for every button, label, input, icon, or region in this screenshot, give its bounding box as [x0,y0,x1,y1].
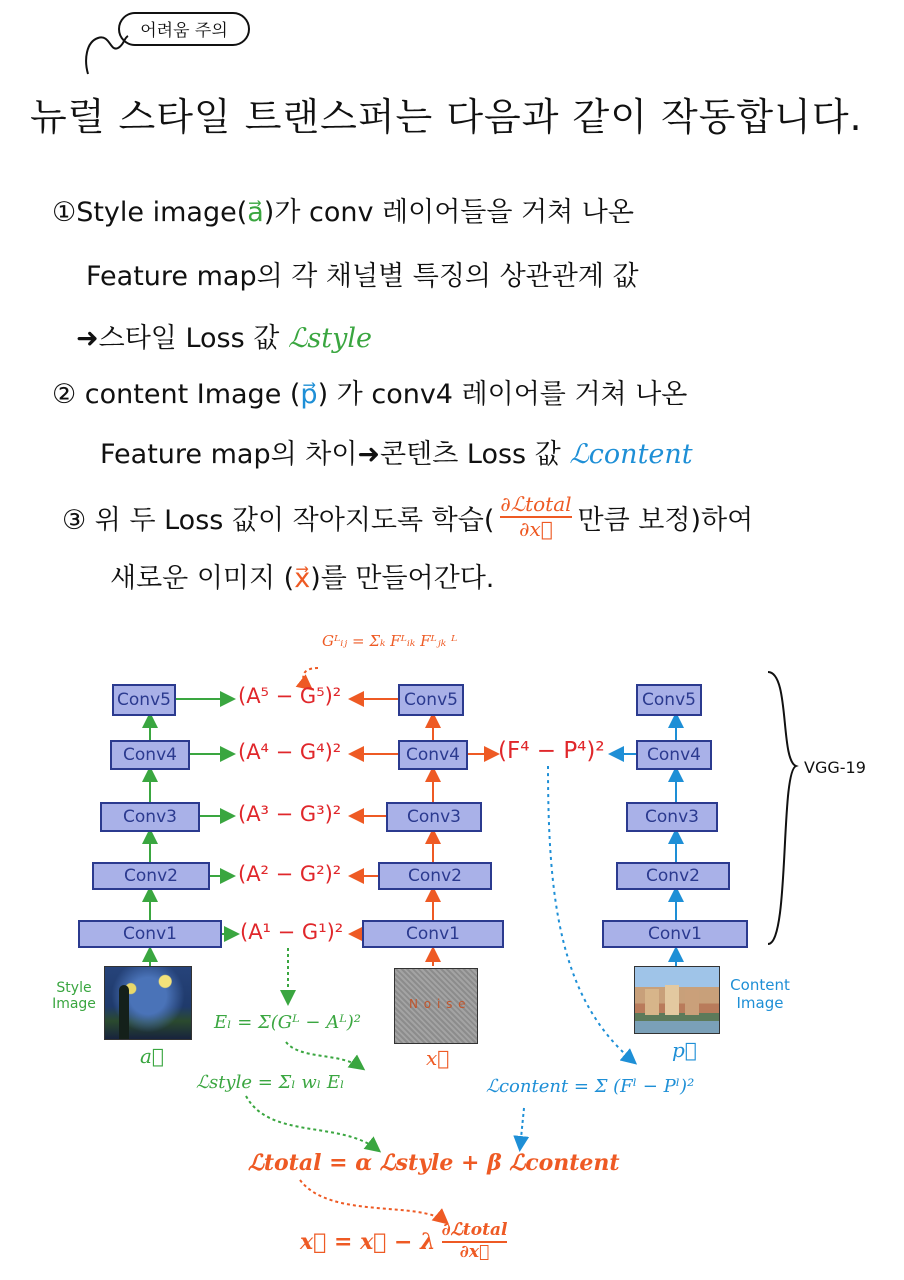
layer-error-formula: Eₗ = Σ(Gᴸ − Aᴸ)² [214,1012,361,1033]
style-loss-symbol: ℒstyle [287,323,372,354]
content-diff: (F⁴ − P⁴)² [498,738,605,764]
style-conv1-box: Conv1 [78,920,222,948]
generated-vector-label: x⃗ [426,1046,450,1070]
step2-line1: ② content Image (p⃗) 가 conv4 레이어를 거쳐 나온 [52,379,688,410]
generated-noise-image: N o i s e [394,968,478,1044]
content-conv4-box: Conv4 [636,740,712,770]
step1-line3: ➜스타일 Loss 값 ℒstyle [76,323,372,354]
content-loss-formula: ℒcontent = Σ (Fˡ − Pˡ)² [486,1076,695,1097]
content-loss-symbol: ℒcontent [569,439,693,470]
step2-line2: Feature map의 차이➜콘텐츠 Loss 값 ℒcontent [100,439,693,470]
total-loss-formula: ℒtotal = α ℒstyle + β ℒcontent [248,1150,620,1176]
generated-conv1-box: Conv1 [362,920,504,948]
content-vector-label: p⃗ [672,1038,697,1062]
step3-line2: 새로운 이미지 (x⃗)를 만들어간다. [110,563,495,594]
content-conv1-box: Conv1 [602,920,748,948]
content-image [634,966,720,1034]
style-conv5-box: Conv5 [112,684,176,716]
vgg-label: VGG-19 [804,758,866,777]
gram-matrix-formula: Gᴸᵢⱼ = Σₖ Fᴸᵢₖ Fᴸⱼₖ ᴸ [322,632,458,650]
diff-layer2: (A² − G²)² [238,862,342,886]
diff-layer1: (A¹ − G¹)² [240,920,344,944]
style-conv2-box: Conv2 [92,862,210,890]
update-rule: x⃗ = x⃗ − λ $\frac{\text{∂ℒtotal}}{\partial x⃗}$ [300,1220,508,1262]
diff-layer5: (A⁵ − G⁵)² [238,684,342,708]
warning-badge: 어려움 주의 [118,12,250,46]
content-conv5-box: Conv5 [636,684,702,716]
generated-image-vector: x⃗ [294,563,311,594]
diff-layer4: (A⁴ − G⁴)² [238,740,342,764]
generated-conv2-box: Conv2 [378,862,492,890]
vgg-brace [768,672,796,944]
style-conv3-box: Conv3 [100,802,200,832]
content-conv3-box: Conv3 [626,802,718,832]
style-loss-formula: ℒstyle = Σₗ wₗ Eₗ [196,1072,345,1093]
style-conv4-box: Conv4 [110,740,190,770]
style-image-vector: a⃗ [247,197,264,228]
generated-conv5-box: Conv5 [398,684,464,716]
page-title: 뉴럴 스타일 트랜스퍼는 다음과 같이 작동합니다. [30,95,863,139]
content-image-label: Content Image [730,976,790,1012]
step1-line2: Feature map의 각 채널별 특징의 상관관계 값 [86,261,639,292]
diff-layer3: (A³ − G³)² [238,802,342,826]
content-conv2-box: Conv2 [616,862,730,890]
content-image-vector: p⃗ [300,379,318,410]
step1-line1: ①Style image(a⃗)가 conv 레이어들을 거쳐 나온 [52,197,634,228]
style-vector-label: a⃗ [140,1044,164,1068]
gradient-fraction: $\frac{\text{∂ℒtotal}}{\partial x⃗}$ [500,492,572,541]
style-image-label: Style Image [52,980,96,1012]
generated-conv3-box: Conv3 [386,802,482,832]
generated-conv4-box: Conv4 [398,740,468,770]
step3-line1: ③ 위 두 Loss 값이 작아지도록 학습( $\frac{\text{∂ℒtotal}}{\partial x⃗}$ 만큼 보정)하여 [62,492,754,541]
style-image [104,966,192,1040]
